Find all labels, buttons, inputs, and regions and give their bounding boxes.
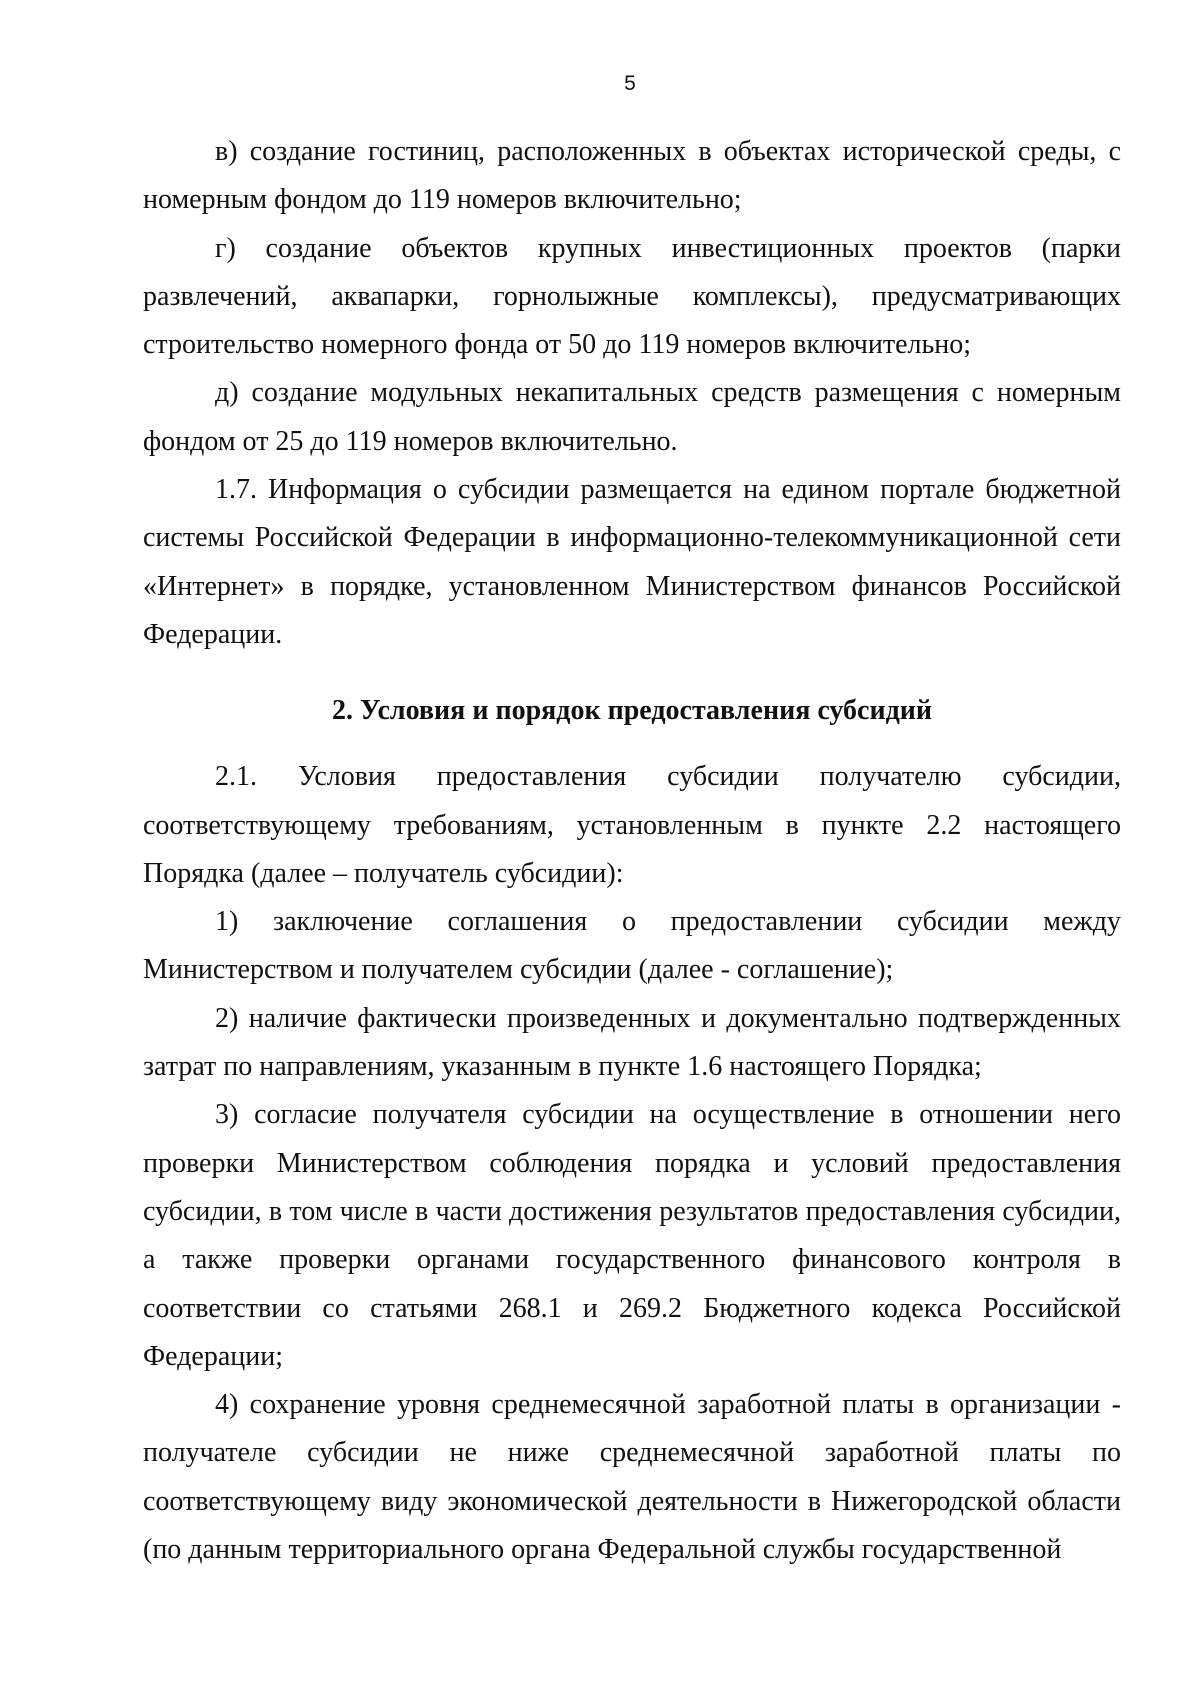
document-body <box>143 128 1121 1574</box>
paragraph-item-d: д) создание модульных некапитальных средств размещения с номерным фондом от 25 до 119 номеров включительно. <box>143 377 1121 457</box>
list-item-4: 4) сохранение уровня среднемесячной заработной платы в организации - получателе субсидии не ниже среднемесячной заработной платы по соответствующему виду экономической деятельности в Нижегородской области (по данным территориального органа Федеральной службы государственной <box>143 1389 1121 1566</box>
section-heading: 2. Условия и порядок предоставления субсидий <box>331 695 933 727</box>
paragraph-1-7: 1.7. Информация о субсидии размещается на едином портале бюджетной системы Российской Федерации в информационно-телекоммуникационной сети «Интернет» в порядке, установленном Министерством финансов Российской Федерации. <box>143 474 1121 650</box>
list-item-2: 2) наличие фактически произведенных и документально подтвержденных затрат по направлениям, указанным в пункте 1.6 настоящего Порядка; <box>143 1002 1121 1083</box>
paragraph-2-1: 2.1. Условия предоставления субсидии получателю субсидии, соответствующему требованиям, установленным в пункте 2.2 настоящего Порядка (далее – получатель субсидии): <box>143 761 1121 889</box>
list-item-1: 1) заключение соглашения о предоставлении субсидии между Министерством и получателем субсидии (далее - соглашение); <box>143 906 1121 986</box>
paragraph-item-v: в) создание гостиниц, расположенных в объектах исторической среды, с номерным фондом до 119 номеров включительно; <box>143 136 1121 216</box>
page-number: 5 <box>624 72 636 95</box>
paragraph-item-g: г) создание объектов крупных инвестиционных проектов (парки развлечений, аквапарки, горнолыжные комплексы), предусматривающих строительство номерного фонда от 50 до 119 номеров включительно; <box>143 232 1121 361</box>
list-item-3: 3) согласие получателя субсидии на осуществление в отношении него проверки Министерством соблюдения порядка и условий предоставления субсидии, в том числе в части достижения результатов предоставления субсидии, а также проверки органами государственного финансового контроля в соответствии со статьями 268.1 и 269.2 Бюджетного кодекса Российской Федерации; <box>143 1099 1121 1372</box>
